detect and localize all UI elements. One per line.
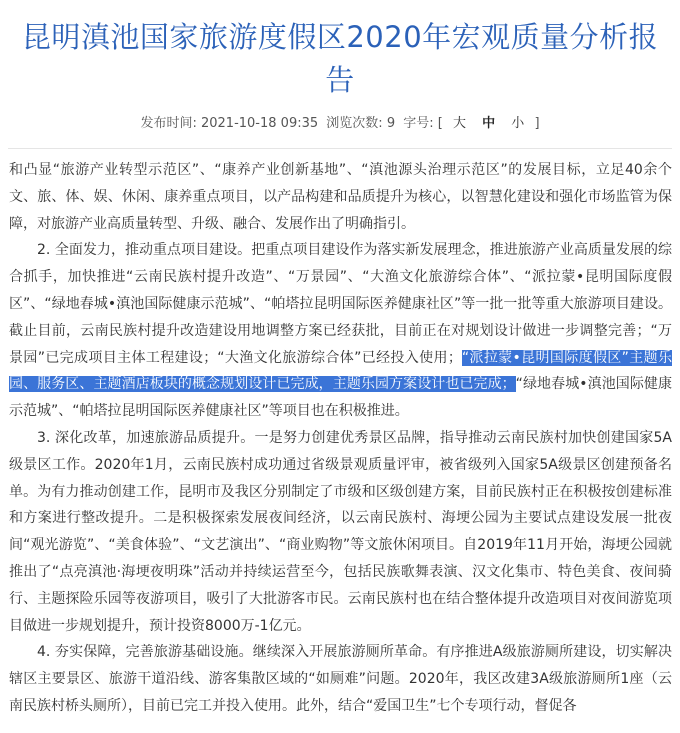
view-count-label: 浏览次数: [326,116,383,131]
font-size-label: 字号: [403,116,434,131]
publish-time: 2021-10-18 09:35 [200,116,319,131]
article-meta [0,114,680,134]
highlighted-selection: “派拉蒙•昆明国际度假区”主题乐园、服务区、主题酒店板块的概念规划设计已完成，主题乐园方案设计也已完成； [9,349,672,393]
font-size-small-button[interactable]: 小 [511,116,525,131]
publish-time-label: 发布时间: [140,116,197,131]
meta-divider [8,148,672,149]
paragraph-2-text-a: 2. 全面发力，推动重点项目建设。把重点项目建设作为落实新发展理念，推进旅游产业高质量发展的综合抓手，加快推进“云南民族村提升改造”、“万景园”、“大渔文化旅游综合体”、“派拉蒙•昆明国际度假区”、“绿地春城•滇池国际健康示范城”、“帕塔拉昆明国际医养健康社区”等一批一批等重大旅游项目建设。截止目前，云南民族村提升改造建设用地调整方案已经获批，目前正在对规划设计做进一步调整完善；“万景园”已完成项目主体工程建设；“大渔文化旅游综合体”已经投入使用； [9,242,672,366]
paragraph-1: 和凸显“旅游产业转型示范区”、“康养产业创新基地”、“滇池源头治理示范区”的发展目标，立足40余个文、旅、体、娱、休闲、康养重点项目，以产品构建和品质提升为核心，以智慧化建设和强化市场监管为保障，对旅游产业高质量转型、升级、融合、发展作出了明确指引。 [9,162,672,232]
font-size-bracket-close: ] [534,116,540,131]
paragraph-4: 4. 夯实保障，完善旅游基础设施。继续深入开展旅游厕所革命。有序推进A级旅游厕所建设，切实解决辖区主要景区、旅游干道沿线、游客集散区域的“如厕难”问题。2020年，我区改建3A级旅游厕所1座（云南民族村桥头厕所），目前已完工并投入使用。此外，结合“爱国卫生”七个专项行动，督促各 [9,644,672,714]
view-count: 9 [386,116,396,131]
font-size-bracket-open: [ [437,116,443,131]
article-body [0,157,680,720]
paragraph-2-text-b: “绿地春城•滇池国际健康示范城”、“帕塔拉昆明国际医养健康社区”等项目也在积极推进。 [9,376,672,420]
font-size-medium-button[interactable]: 中 [482,116,496,131]
paragraph-3: 3. 深化改革，加速旅游品质提升。一是努力创建优秀景区品牌，指导推动云南民族村加快创建国家5A级景区工作。2020年1月，云南民族村成功通过省级景观质量评审，被省级列入国家5A级景区创建预备名单。为有力推动创建工作，昆明市及我区分别制定了市级和区级创建方案，目前民族村正在积极按创建标准和方案进行整改提升。二是积极探索发展夜间经济，以云南民族村、海埂公园为主要试点建设发展一批夜间“观光游览”、“美食体验”、“文艺演出”、“商业购物”等文旅休闲项目。自2019年11月开始，海埂公园就推出了“点亮滇池·海埂夜明珠”活动并持续运营至今，包括民族歌舞表演、汉文化集市、特色美食、夜间骑行、主题探险乐园等夜游项目，吸引了大批游客市民。云南民族村也在结合整体提升改造项目对夜间游览项目做进一步规划提升，预计投资8000万-1亿元。 [9,429,672,634]
font-size-large-button[interactable]: 大 [452,116,466,131]
paragraph-2 [9,237,672,425]
article-title: 昆明滇池国家旅游度假区2020年宏观质量分析报告 [21,20,659,97]
